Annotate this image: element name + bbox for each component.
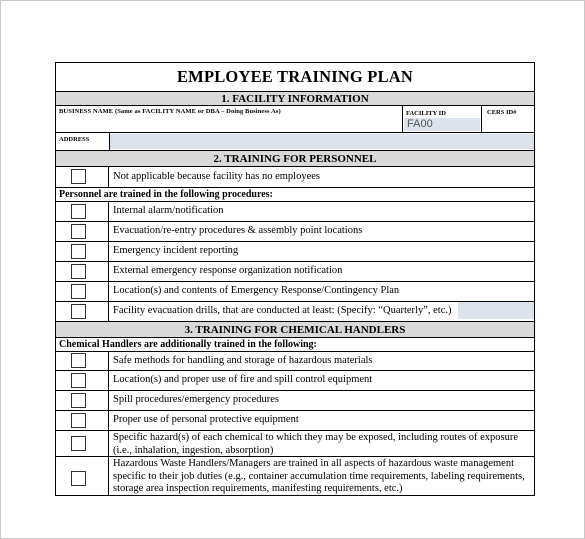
chemical-item-row	[56, 352, 534, 371]
business-info-row	[56, 106, 534, 133]
personnel-subheading: Personnel are trained in the following procedures:	[56, 188, 534, 202]
personnel-item-text: Location(s) and contents of Emergency Response/Contingency Plan	[113, 285, 400, 297]
chemical-item-row	[56, 411, 534, 431]
chemical-item-text: Spill procedures/emergency procedures	[113, 394, 279, 406]
address-input[interactable]	[110, 134, 534, 149]
checkbox-cell	[56, 391, 109, 410]
personnel-item-row	[56, 222, 534, 242]
business-name-label: BUSINESS NAME (Same as FACILITY NAME or DBA – Doing Business As)	[59, 108, 281, 115]
chemical-handlers-subheading: Chemical Handlers are additionally trained in the following:	[56, 338, 534, 352]
personnel-item-row	[56, 262, 534, 282]
chemical-item-text: Specific hazard(s) of each chemical to which they may be exposed, including routes of exposure (i.e., inhalation, ingestion, absorption)	[113, 432, 518, 456]
form-title: EMPLOYEE TRAINING PLAN	[56, 63, 534, 92]
personnel-item-text: Emergency incident reporting	[113, 245, 239, 257]
checkbox-cell	[56, 302, 109, 321]
training-plan-form	[55, 62, 535, 496]
personnel-item-text: Internal alarm/notification	[113, 205, 224, 217]
chemical-item-row	[56, 431, 534, 457]
chemical-item-text: Proper use of personal protective equipment	[113, 414, 299, 426]
section-personnel-heading: 2. TRAINING FOR PERSONNEL	[56, 151, 534, 167]
checkbox-cell	[56, 242, 109, 261]
checkbox-cell	[56, 431, 109, 456]
checkbox-cell	[56, 457, 109, 495]
evacuation-drill-cell	[109, 302, 534, 321]
chemical-item-text: Hazardous Waste Handlers/Managers are trained in all aspects of hazardous waste management specific to their job duties (e.g., container accumulation time requirements, labeling requirements, storage area inspection requirements, manifesting requirements, etc.)	[113, 458, 525, 494]
checkbox-cell	[56, 371, 109, 390]
chemical-item-row	[56, 457, 534, 496]
address-row	[56, 133, 534, 151]
section-facility-information-heading: 1. FACILITY INFORMATION	[56, 92, 534, 106]
personnel-item-text: External emergency response organization notification	[113, 265, 343, 277]
section-chemical-handlers-heading: 3. TRAINING FOR CHEMICAL HANDLERS	[56, 322, 534, 338]
not-applicable-text: Not applicable because facility has no employees	[113, 170, 321, 182]
chemical-item-checkbox[interactable]	[71, 373, 86, 388]
facility-id-label: FACILITY ID	[406, 110, 446, 117]
personnel-item-checkbox[interactable]	[71, 204, 86, 219]
personnel-item-checkbox[interactable]	[71, 284, 86, 299]
address-label: ADDRESS	[56, 133, 110, 150]
personnel-item-checkbox[interactable]	[71, 264, 86, 279]
not-applicable-checkbox[interactable]	[71, 169, 86, 184]
cers-id-label: CERS ID#	[487, 109, 517, 116]
personnel-item-row	[56, 202, 534, 222]
checkbox-cell	[56, 167, 109, 187]
chemical-item-checkbox[interactable]	[71, 436, 86, 451]
checkbox-cell	[56, 352, 109, 370]
chemical-item-checkbox[interactable]	[71, 393, 86, 408]
facility-id-input[interactable]: FA00	[404, 118, 480, 131]
drill-frequency-input[interactable]	[458, 302, 534, 319]
personnel-item-row	[56, 302, 534, 322]
checkbox-cell	[56, 411, 109, 430]
personnel-item-row	[56, 282, 534, 302]
personnel-item-checkbox[interactable]	[71, 304, 86, 319]
checkbox-cell	[56, 202, 109, 221]
chemical-item-checkbox[interactable]	[71, 471, 86, 486]
chemical-item-text: Location(s) and proper use of fire and spill control equipment	[113, 374, 373, 386]
personnel-item-row	[56, 242, 534, 262]
not-applicable-row	[56, 167, 534, 188]
chemical-item-text: Safe methods for handling and storage of hazardous materials	[113, 354, 373, 366]
chemical-item-checkbox[interactable]	[71, 353, 86, 368]
chemical-item-row	[56, 391, 534, 411]
chemical-item-checkbox[interactable]	[71, 413, 86, 428]
business-name-field[interactable]	[56, 106, 403, 132]
checkbox-cell	[56, 262, 109, 281]
checkbox-cell	[56, 222, 109, 241]
checkbox-cell	[56, 282, 109, 301]
chemical-item-row	[56, 371, 534, 391]
cers-id-field[interactable]	[482, 106, 534, 132]
personnel-item-text: Evacuation/re-entry procedures & assembly point locations	[113, 225, 363, 237]
personnel-item-checkbox[interactable]	[71, 224, 86, 239]
personnel-item-text: Facility evacuation drills, that are conducted at least: (Specify: “Quarterly”, etc.)	[113, 305, 452, 317]
personnel-item-checkbox[interactable]	[71, 244, 86, 259]
facility-id-field	[403, 106, 482, 132]
